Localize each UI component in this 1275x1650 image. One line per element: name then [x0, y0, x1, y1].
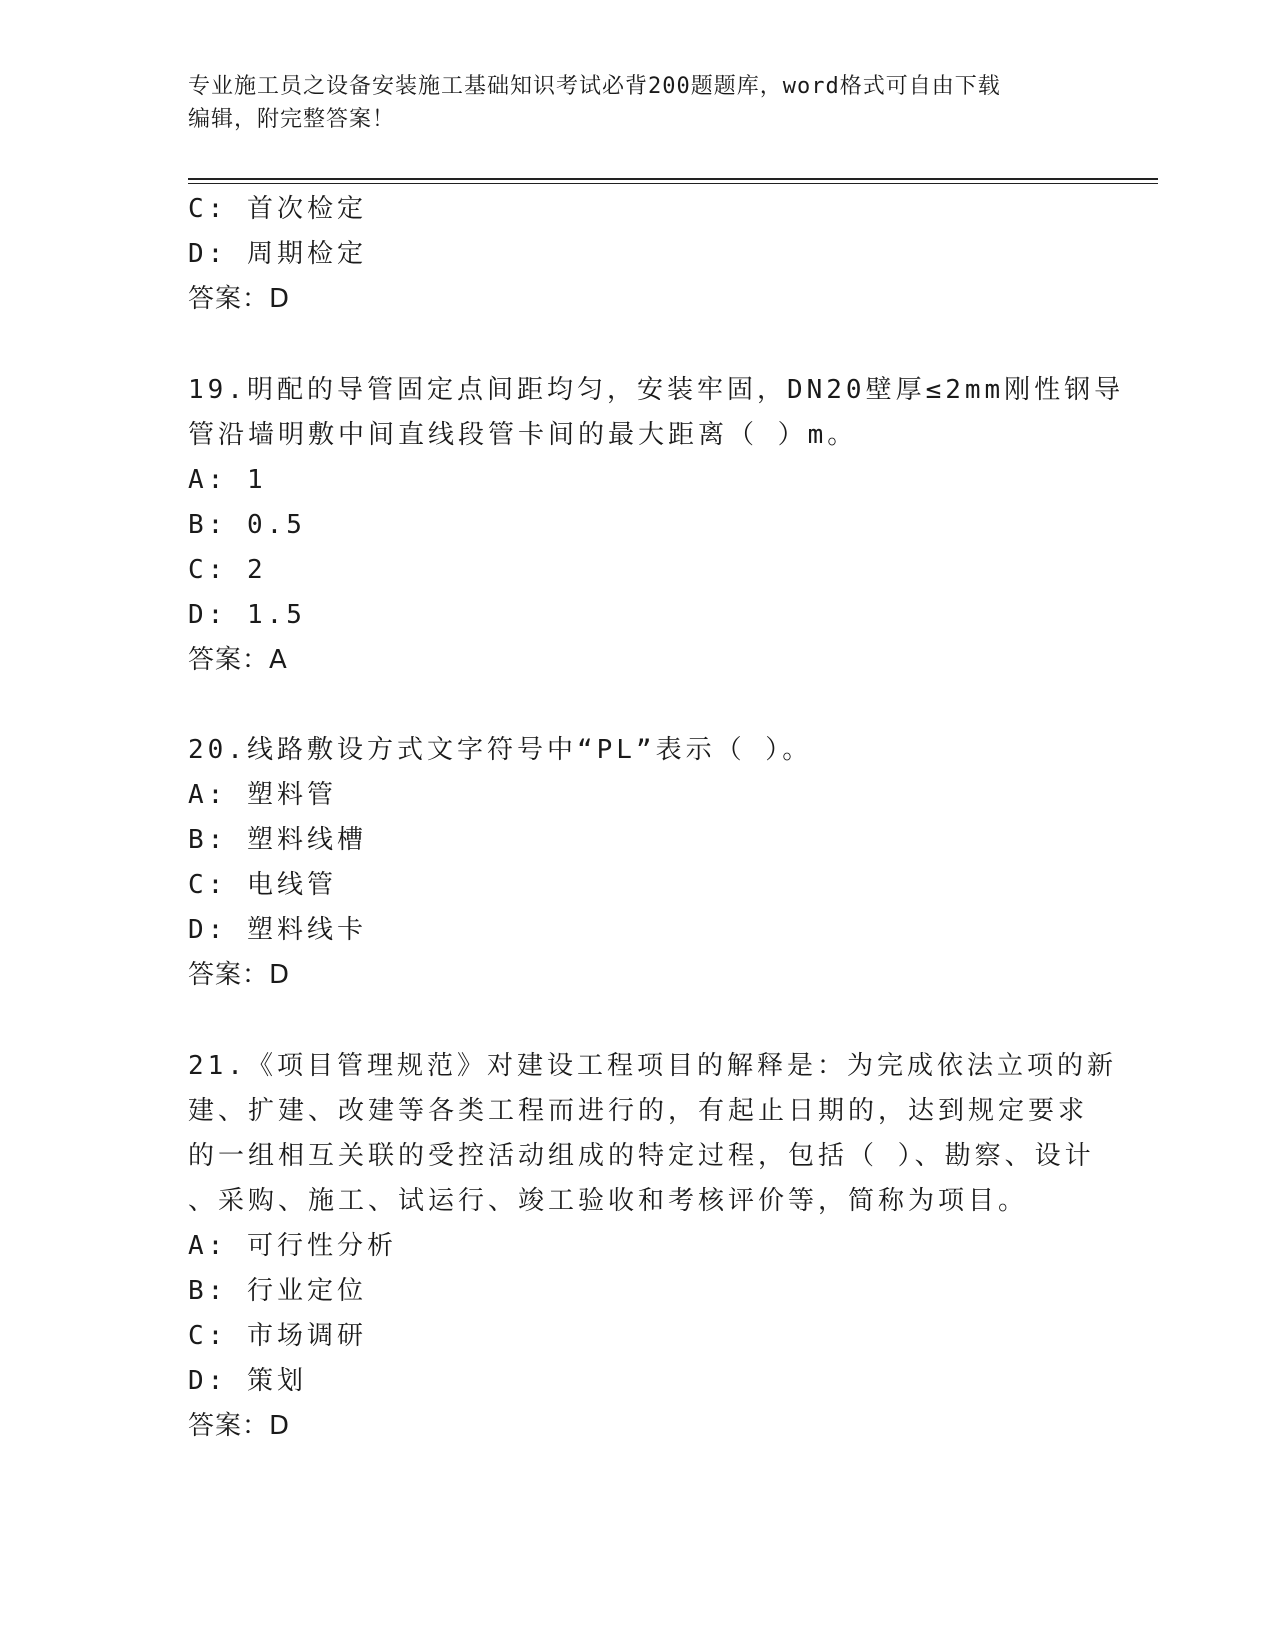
q19-option-d: D: 1.5	[188, 600, 306, 630]
document-header	[188, 70, 1088, 136]
q18-answer: 答案：D	[188, 284, 291, 314]
q21-stem-line-4: 、采购、施工、试运行、竣工验收和考核评价等，简称为项目。	[188, 1186, 1029, 1216]
q19-answer: 答案：A	[188, 645, 288, 675]
q18-option-c: C: 首次检定	[188, 194, 367, 224]
q21-option-a: A: 可行性分析	[188, 1231, 397, 1261]
q21-stem-line-2: 建、扩建、改建等各类工程而进行的，有起止日期的，达到规定要求	[188, 1096, 1089, 1126]
q21-option-b: B: 行业定位	[188, 1276, 367, 1306]
header-title-line-1: 专业施工员之设备安装施工基础知识考试必背200题题库，word格式可自由下载	[188, 74, 1001, 99]
q21-stem-line-3: 的一组相互关联的受控活动组成的特定过程，包括（ ）、勘察、设计	[188, 1141, 1095, 1171]
q20-option-a: A: 塑料管	[188, 780, 337, 810]
q19-stem-line-1: 19.明配的导管固定点间距均匀，安装牢固，DN20壁厚≤2mm刚性钢导	[188, 375, 1125, 405]
q21-answer: 答案：D	[188, 1411, 291, 1441]
q21-stem-line-1: 21.《项目管理规范》对建设工程项目的解释是：为完成依法立项的新	[188, 1051, 1117, 1081]
q20-stem-line-1: 20.线路敷设方式文字符号中“PL”表示（ ）。	[188, 735, 813, 765]
q20-option-c: C: 电线管	[188, 870, 337, 900]
q20-option-d: D: 塑料线卡	[188, 915, 367, 945]
q19-option-a: A: 1	[188, 465, 267, 495]
header-divider-thin	[188, 183, 1158, 184]
q20-option-b: B: 塑料线槽	[188, 825, 367, 855]
header-title-line-2: 编辑，附完整答案！	[188, 107, 396, 132]
header-divider-thick	[188, 178, 1158, 180]
q21-option-d: D: 策划	[188, 1366, 307, 1396]
q21-option-c: C: 市场调研	[188, 1321, 367, 1351]
q20-answer: 答案：D	[188, 960, 291, 990]
q19-option-b: B: 0.5	[188, 510, 306, 540]
q18-option-d: D: 周期检定	[188, 239, 367, 269]
q19-option-c: C: 2	[188, 555, 267, 585]
q19-stem-line-2: 管沿墙明敷中间直线段管卡间的最大距离（ ）m。	[188, 420, 858, 450]
